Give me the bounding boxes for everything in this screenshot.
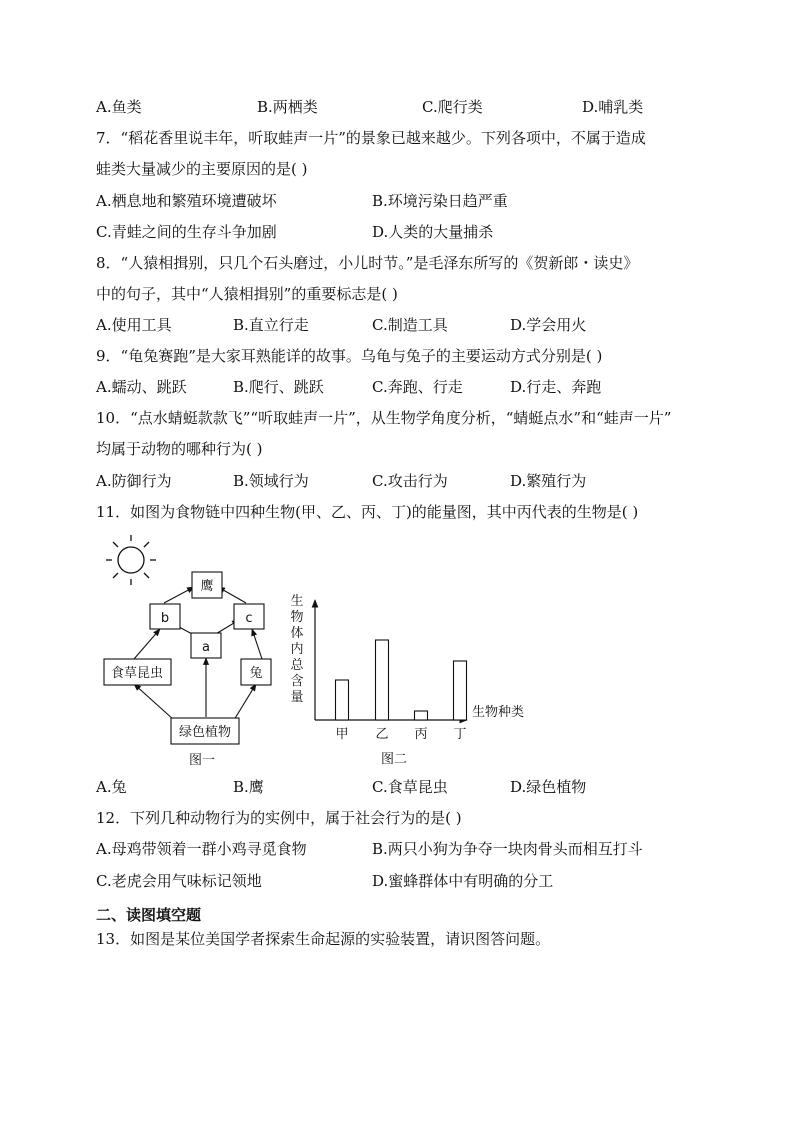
- node-insect-label: 食草昆虫: [110, 666, 164, 681]
- q6-option-c: C.爬行类: [422, 98, 483, 116]
- x-axis-label: 生物种类: [472, 705, 525, 720]
- energy-bar-chart: [282, 585, 542, 775]
- q10-option-b: B.领域行为: [233, 472, 309, 490]
- q7-option-c: C.青蛙之间的生存斗争加剧: [96, 223, 277, 241]
- q8-option-b: B.直立行走: [233, 316, 309, 334]
- q9-option-c: C.奔跑、行走: [372, 378, 463, 396]
- q6-option-d: D.哺乳类: [582, 98, 644, 116]
- q7-option-d: D.人类的大量捕杀: [372, 223, 494, 241]
- y-axis-label-char: 内: [290, 642, 304, 657]
- q12-option-b: B.两只小狗为争夺一块肉骨头而相互打斗: [372, 840, 643, 858]
- y-axis-label-char: 体: [290, 626, 304, 641]
- q9-option-a: A.蠕动、跳跃: [96, 378, 187, 396]
- y-axis-label-char: 含: [290, 674, 304, 689]
- q11-option-b: B.鹰: [233, 778, 264, 796]
- section-title: 二、读图填空题: [96, 906, 202, 924]
- node-b-label: b: [160, 611, 170, 626]
- q7-stem-line2: 蛙类大量减少的主要原因的是( ): [96, 160, 308, 178]
- q6-option-b: B.两栖类: [257, 98, 318, 116]
- q8-stem-line1: 8．“人猿相揖别，只几个石头磨过，小儿时节。”是毛泽东所写的《贺新郎・读史》: [96, 254, 639, 272]
- y-axis-label-char: 量: [290, 690, 304, 705]
- food-web-figure: [94, 532, 284, 772]
- y-axis-label-char: 总: [290, 658, 304, 673]
- q9-stem-line1: 9．“龟兔赛跑”是大家耳熟能详的故事。乌龟与兔子的主要运动方式分别是( ): [96, 347, 603, 365]
- q10-option-a: A.防御行为: [96, 472, 172, 490]
- bar: [415, 711, 428, 720]
- q9-option-b: B.爬行、跳跃: [233, 378, 324, 396]
- q12-option-c: C.老虎会用气味标记领地: [96, 872, 262, 890]
- x-tick-label: 丙: [414, 727, 428, 742]
- node-eagle-label: 鹰: [200, 579, 214, 594]
- q8-option-a: A.使用工具: [96, 316, 172, 334]
- q10-option-c: C.攻击行为: [372, 472, 448, 490]
- node-c-label: c: [245, 611, 253, 626]
- bar: [376, 640, 389, 720]
- bar: [336, 680, 349, 720]
- q12-stem-line1: 12．下列几种动物行为的实例中，属于社会行为的是( ): [96, 809, 462, 827]
- q7-option-a: A.栖息地和繁殖环境遭破坏: [96, 192, 277, 210]
- figure1-caption: 图一: [188, 753, 216, 768]
- q6-option-a: A.鱼类: [96, 98, 142, 116]
- x-tick-label: 丁: [453, 727, 467, 742]
- q8-stem-line2: 中的句子，其中“人猿相揖别”的重要标志是( ): [96, 285, 398, 303]
- q13-stem-line1: 13．如图是某位美国学者探索生命起源的实验装置，请识图答问题。: [96, 930, 551, 948]
- y-axis-label-char: 物: [290, 610, 304, 625]
- q11-option-d: D.绿色植物: [510, 778, 587, 796]
- q12-option-d: D.蜜蜂群体中有明确的分工: [372, 872, 554, 890]
- q10-option-d: D.繁殖行为: [510, 472, 587, 490]
- q11-stem-line1: 11．如图为食物链中四种生物(甲、乙、丙、丁)的能量图，其中丙代表的生物是( ): [96, 503, 639, 521]
- x-tick-label: 乙: [375, 727, 389, 742]
- x-tick-label: 甲: [335, 727, 349, 742]
- q11-option-c: C.食草昆虫: [372, 778, 448, 796]
- node-plant-label: 绿色植物: [178, 725, 232, 740]
- q8-option-c: C.制造工具: [372, 316, 448, 334]
- q10-stem-line2: 均属于动物的哪种行为( ): [96, 440, 263, 458]
- node-rabbit-label: 兔: [249, 666, 263, 681]
- figure2-caption: 图二: [380, 752, 408, 767]
- y-axis-label-char: 生: [290, 594, 304, 609]
- q7-option-b: B.环境污染日趋严重: [372, 192, 508, 210]
- q11-option-a: A.兔: [96, 778, 127, 796]
- q10-stem-line1: 10．“点水蜻蜓款款飞”“听取蛙声一片”，从生物学角度分析，“蜻蜓点水”和“蛙声一片”: [96, 409, 672, 427]
- q12-option-a: A.母鸡带领着一群小鸡寻觅食物: [96, 840, 307, 858]
- q7-stem-line1: 7．“稻花香里说丰年，听取蛙声一片”的景象已越来越少。下列各项中，不属于造成: [96, 129, 646, 147]
- node-a-label: a: [202, 640, 210, 655]
- bar: [454, 661, 467, 720]
- sun-icon: [106, 535, 156, 585]
- q9-option-d: D.行走、奔跑: [510, 378, 602, 396]
- q8-option-d: D.学会用火: [510, 316, 587, 334]
